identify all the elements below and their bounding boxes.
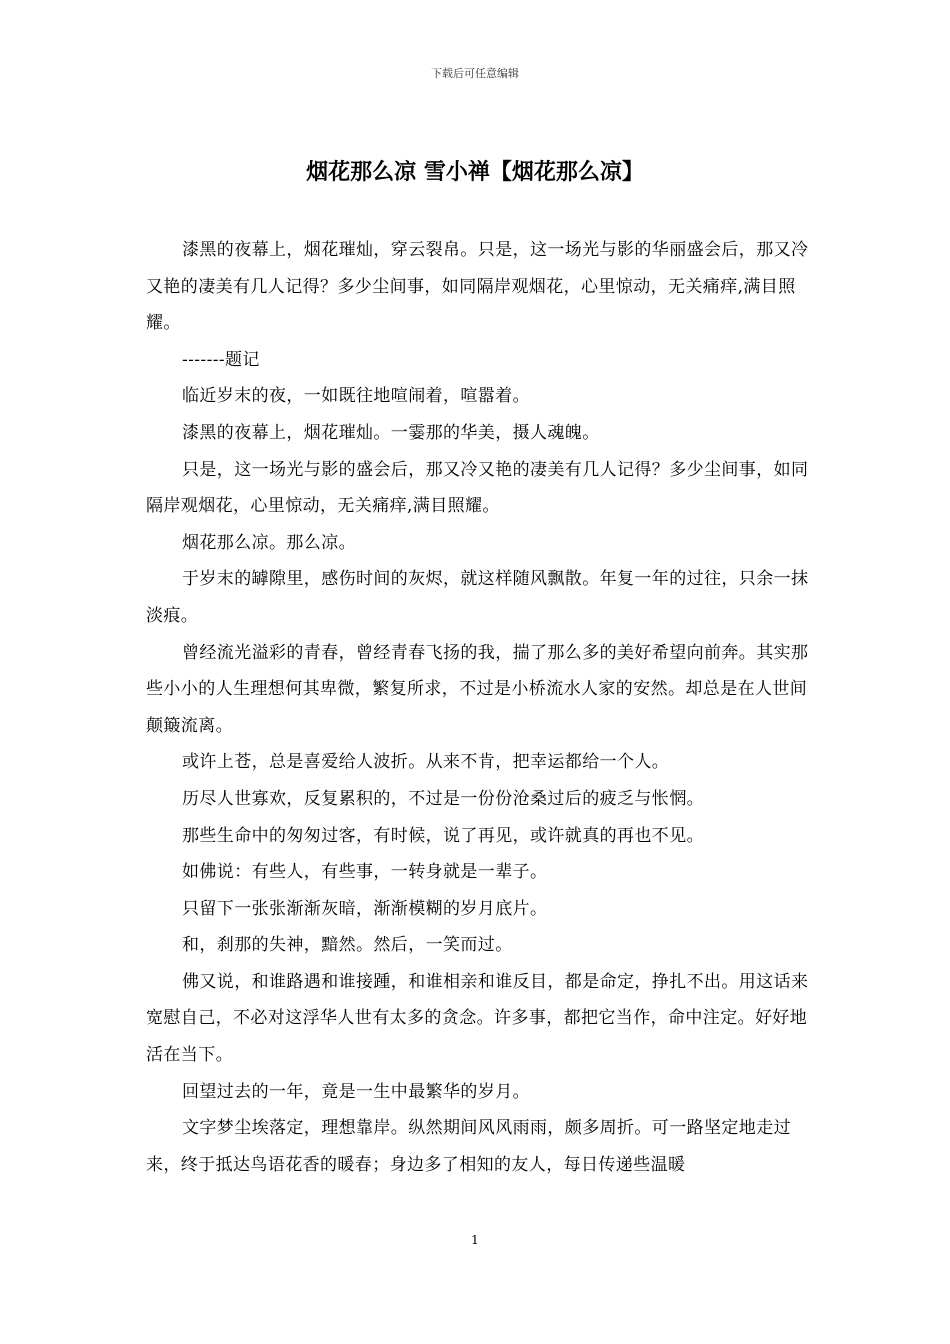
- paragraph-8: 曾经流光溢彩的青春，曾经青春飞扬的我，揣了那么多的美好希望向前奔。其实那些小小的人生理想何其卑微，繁复所求，不过是小桥流水人家的安然。却总是在人世间颠簸流离。: [146, 642, 809, 736]
- document-body: [146, 232, 812, 1183]
- page-header-note: 下载后可任意编辑: [431, 67, 519, 80]
- paragraph-6: 烟花那么凉。那么凉。: [182, 532, 356, 553]
- paragraph-4: 漆黑的夜幕上，烟花璀灿。一霎那的华美，摄人魂魄。: [182, 422, 600, 443]
- paragraph-12: 如佛说：有些人，有些事，一转身就是一辈子。: [182, 862, 548, 883]
- paragraph-15: 佛又说，和谁路遇和谁接踵，和谁相亲和谁反目，都是命定，挣扎不出。用这话来宽慰自己，不必对这浮华人世有太多的贪念。许多事，都把它当作，命中注定。好好地活在当下。: [146, 971, 809, 1066]
- paragraph-3: 临近岁末的夜，一如既往地喧闹着，喧嚣着。: [182, 386, 530, 407]
- paragraph-13: 只留下一张张渐渐灰暗，渐渐模糊的岁月底片。: [182, 898, 548, 919]
- paragraph-5: 只是，这一场光与影的盛会后，那又冷又艳的凄美有几人记得？多少尘间事，如同隔岸观烟花，心里惊动，无关痛痒,满目照耀。: [146, 459, 809, 517]
- paragraph-11: 那些生命中的匆匆过客，有时候，说了再见，或许就真的再也不见。: [182, 825, 704, 846]
- paragraph-1: 漆黑的夜幕上，烟花璀灿，穿云裂帛。只是，这一场光与影的华丽盛会后，那又冷又艳的凄美有几人记得？多少尘间事，如同隔岸观烟花，心里惊动，无关痛痒,满目照耀。: [146, 240, 809, 334]
- paragraph-14: 和，刹那的失神，黯然。然后，一笑而过。: [182, 935, 513, 956]
- page-number: 1: [471, 1233, 479, 1247]
- paragraph-16: 回望过去的一年，竟是一生中最繁华的岁月。: [182, 1081, 530, 1102]
- paragraph-10: 历尽人世寡欢，反复累积的，不过是一份份沧桑过后的疲乏与怅惘。: [182, 788, 704, 809]
- document-title: 烟花那么凉 雪小禅【烟花那么凉】: [306, 159, 644, 185]
- paragraph-7: 于岁末的罅隙里，感伤时间的灰烬，就这样随风飘散。年复一年的过往，只余一抹淡痕。: [146, 569, 809, 626]
- paragraph-17: 文字梦尘埃落定，理想靠岸。纵然期间风风雨雨，颇多周折。可一路坚定地走过来，终于抵达鸟语花香的暖春；身边多了相知的友人，每日传递些温暖: [146, 1118, 791, 1175]
- paragraph-9: 或许上苍，总是喜爱给人波折。从来不肯，把幸运都给一个人。: [182, 752, 670, 773]
- paragraph-2: -------题记: [182, 349, 260, 370]
